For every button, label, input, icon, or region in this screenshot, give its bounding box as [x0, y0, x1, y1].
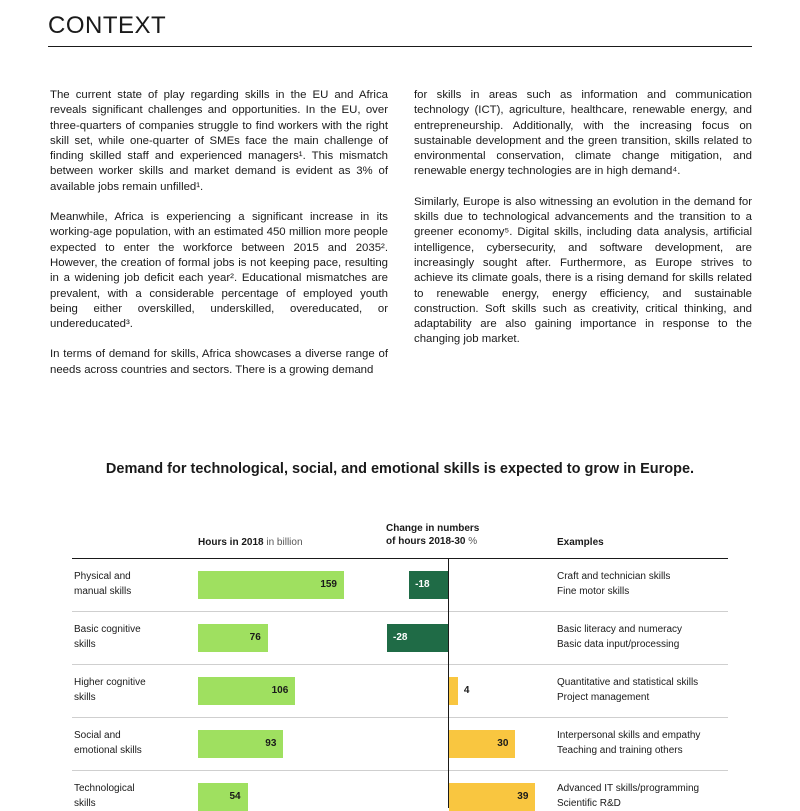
- category-label: [74, 570, 131, 599]
- example-line: Quantitative and statistical skills: [557, 676, 698, 691]
- category-label-line: skills: [74, 691, 146, 706]
- change-header-line1: Change in numbers: [386, 522, 479, 535]
- example-line: Interpersonal skills and empathy: [557, 729, 700, 744]
- hours-value: 159: [198, 571, 337, 599]
- category-label: [74, 623, 141, 652]
- category-label-line: Social and: [74, 729, 142, 744]
- examples-header: Examples: [557, 536, 604, 549]
- category-label: [74, 782, 135, 811]
- example-text: [557, 782, 699, 811]
- hours-value: 54: [198, 783, 241, 811]
- category-label-line: emotional skills: [74, 744, 142, 759]
- example-line: Advanced IT skills/programming: [557, 782, 699, 797]
- chart-top-rule: [72, 558, 728, 559]
- right-column: [414, 88, 752, 348]
- example-line: Craft and technician skills: [557, 570, 670, 585]
- category-label-line: manual skills: [74, 585, 131, 600]
- example-line: Project management: [557, 691, 698, 706]
- category-label-line: skills: [74, 638, 141, 653]
- category-label-line: Technological: [74, 782, 135, 797]
- category-label-line: Higher cognitive: [74, 676, 146, 691]
- example-line: Teaching and training others: [557, 744, 700, 759]
- example-line: Fine motor skills: [557, 585, 670, 600]
- change-value: 39: [449, 783, 528, 811]
- title-rule: [48, 46, 752, 47]
- paragraph: Meanwhile, Africa is experiencing a significant increase in its working-age population, with an estimated 450 million more people expected to enter the workforce between 2015 and 2035². However, the creation of formal jobs is not keeping pace, resulting in a widening job deficit each year². Educational mismatches are prevalent, with a considerable percentage of employed youth being either overskilled, underskilled, overeducated, or undereducated³.: [50, 210, 388, 332]
- change-header: [386, 522, 479, 548]
- change-header-line2: of hours 2018-30: [386, 536, 465, 547]
- example-text: [557, 623, 682, 652]
- category-label-line: skills: [74, 797, 135, 811]
- change-header-unit: %: [468, 536, 477, 547]
- example-line: Basic literacy and numeracy: [557, 623, 682, 638]
- hours-header: [198, 536, 303, 549]
- example-text: [557, 729, 700, 758]
- category-label: [74, 676, 146, 705]
- zero-axis: [448, 558, 449, 808]
- category-label: [74, 729, 142, 758]
- row-divider: [72, 770, 728, 771]
- hours-value: 93: [198, 730, 276, 758]
- row-divider: [72, 611, 728, 612]
- page-title: CONTEXT: [48, 12, 166, 40]
- paragraph: The current state of play regarding skills in the EU and Africa reveals significant challenges and opportunities. In the EU, over three-quarters of companies struggle to find workers with the right skill set, while one-quarter of SMEs face the main challenge of finding skilled staff and experienced managers¹. This mismatch between worker skills and market demand is evident as 3% of available jobs remain unfilled¹.: [50, 88, 388, 195]
- change-value: -28: [393, 624, 407, 652]
- change-value: -18: [415, 571, 429, 599]
- category-label-line: Basic cognitive: [74, 623, 141, 638]
- example-text: [557, 676, 698, 705]
- paragraph: for skills in areas such as information and communication technology (ICT), agriculture, healthcare, renewable energy, and entrepreneurship. Additionally, with the increasing focus on sustainable development and the green transition, skills related to environmental conservation, climate change mitigation, and renewable energy technologies are in high demand⁴.: [414, 88, 752, 180]
- change-value: 30: [449, 730, 508, 758]
- hours-header-label: Hours in 2018: [198, 537, 264, 548]
- change-value: 4: [464, 677, 470, 705]
- paragraph: Similarly, Europe is also witnessing an evolution in the demand for skills due to technological advancements and the transition to a greener economy⁵. Digital skills, including data analysis, artificial intelligence, cybersecurity, and software development, are increasingly sought after. Furthermore, as Europe strives to achieve its climate goals, there is a rising demand for skills related to renewable energy, energy efficiency, and sustainable construction. Soft skills such as creativity, critical thinking, and adaptability are also gaining importance in response to the changing job market.: [414, 195, 752, 348]
- left-column: [50, 88, 388, 378]
- hours-value: 76: [198, 624, 261, 652]
- paragraph: In terms of demand for skills, Africa showcases a diverse range of needs across countries and sectors. There is a growing demand: [50, 347, 388, 378]
- change-bar-growth: [449, 677, 458, 705]
- row-divider: [72, 717, 728, 718]
- example-line: Basic data input/processing: [557, 638, 682, 653]
- category-label-line: Physical and: [74, 570, 131, 585]
- example-text: [557, 570, 670, 599]
- example-line: Scientific R&D: [557, 797, 699, 811]
- hours-value: 106: [198, 677, 288, 705]
- row-divider: [72, 664, 728, 665]
- chart-title: Demand for technological, social, and emotional skills is expected to grow in Europe.: [0, 461, 800, 477]
- hours-header-unit: in billion: [266, 537, 302, 548]
